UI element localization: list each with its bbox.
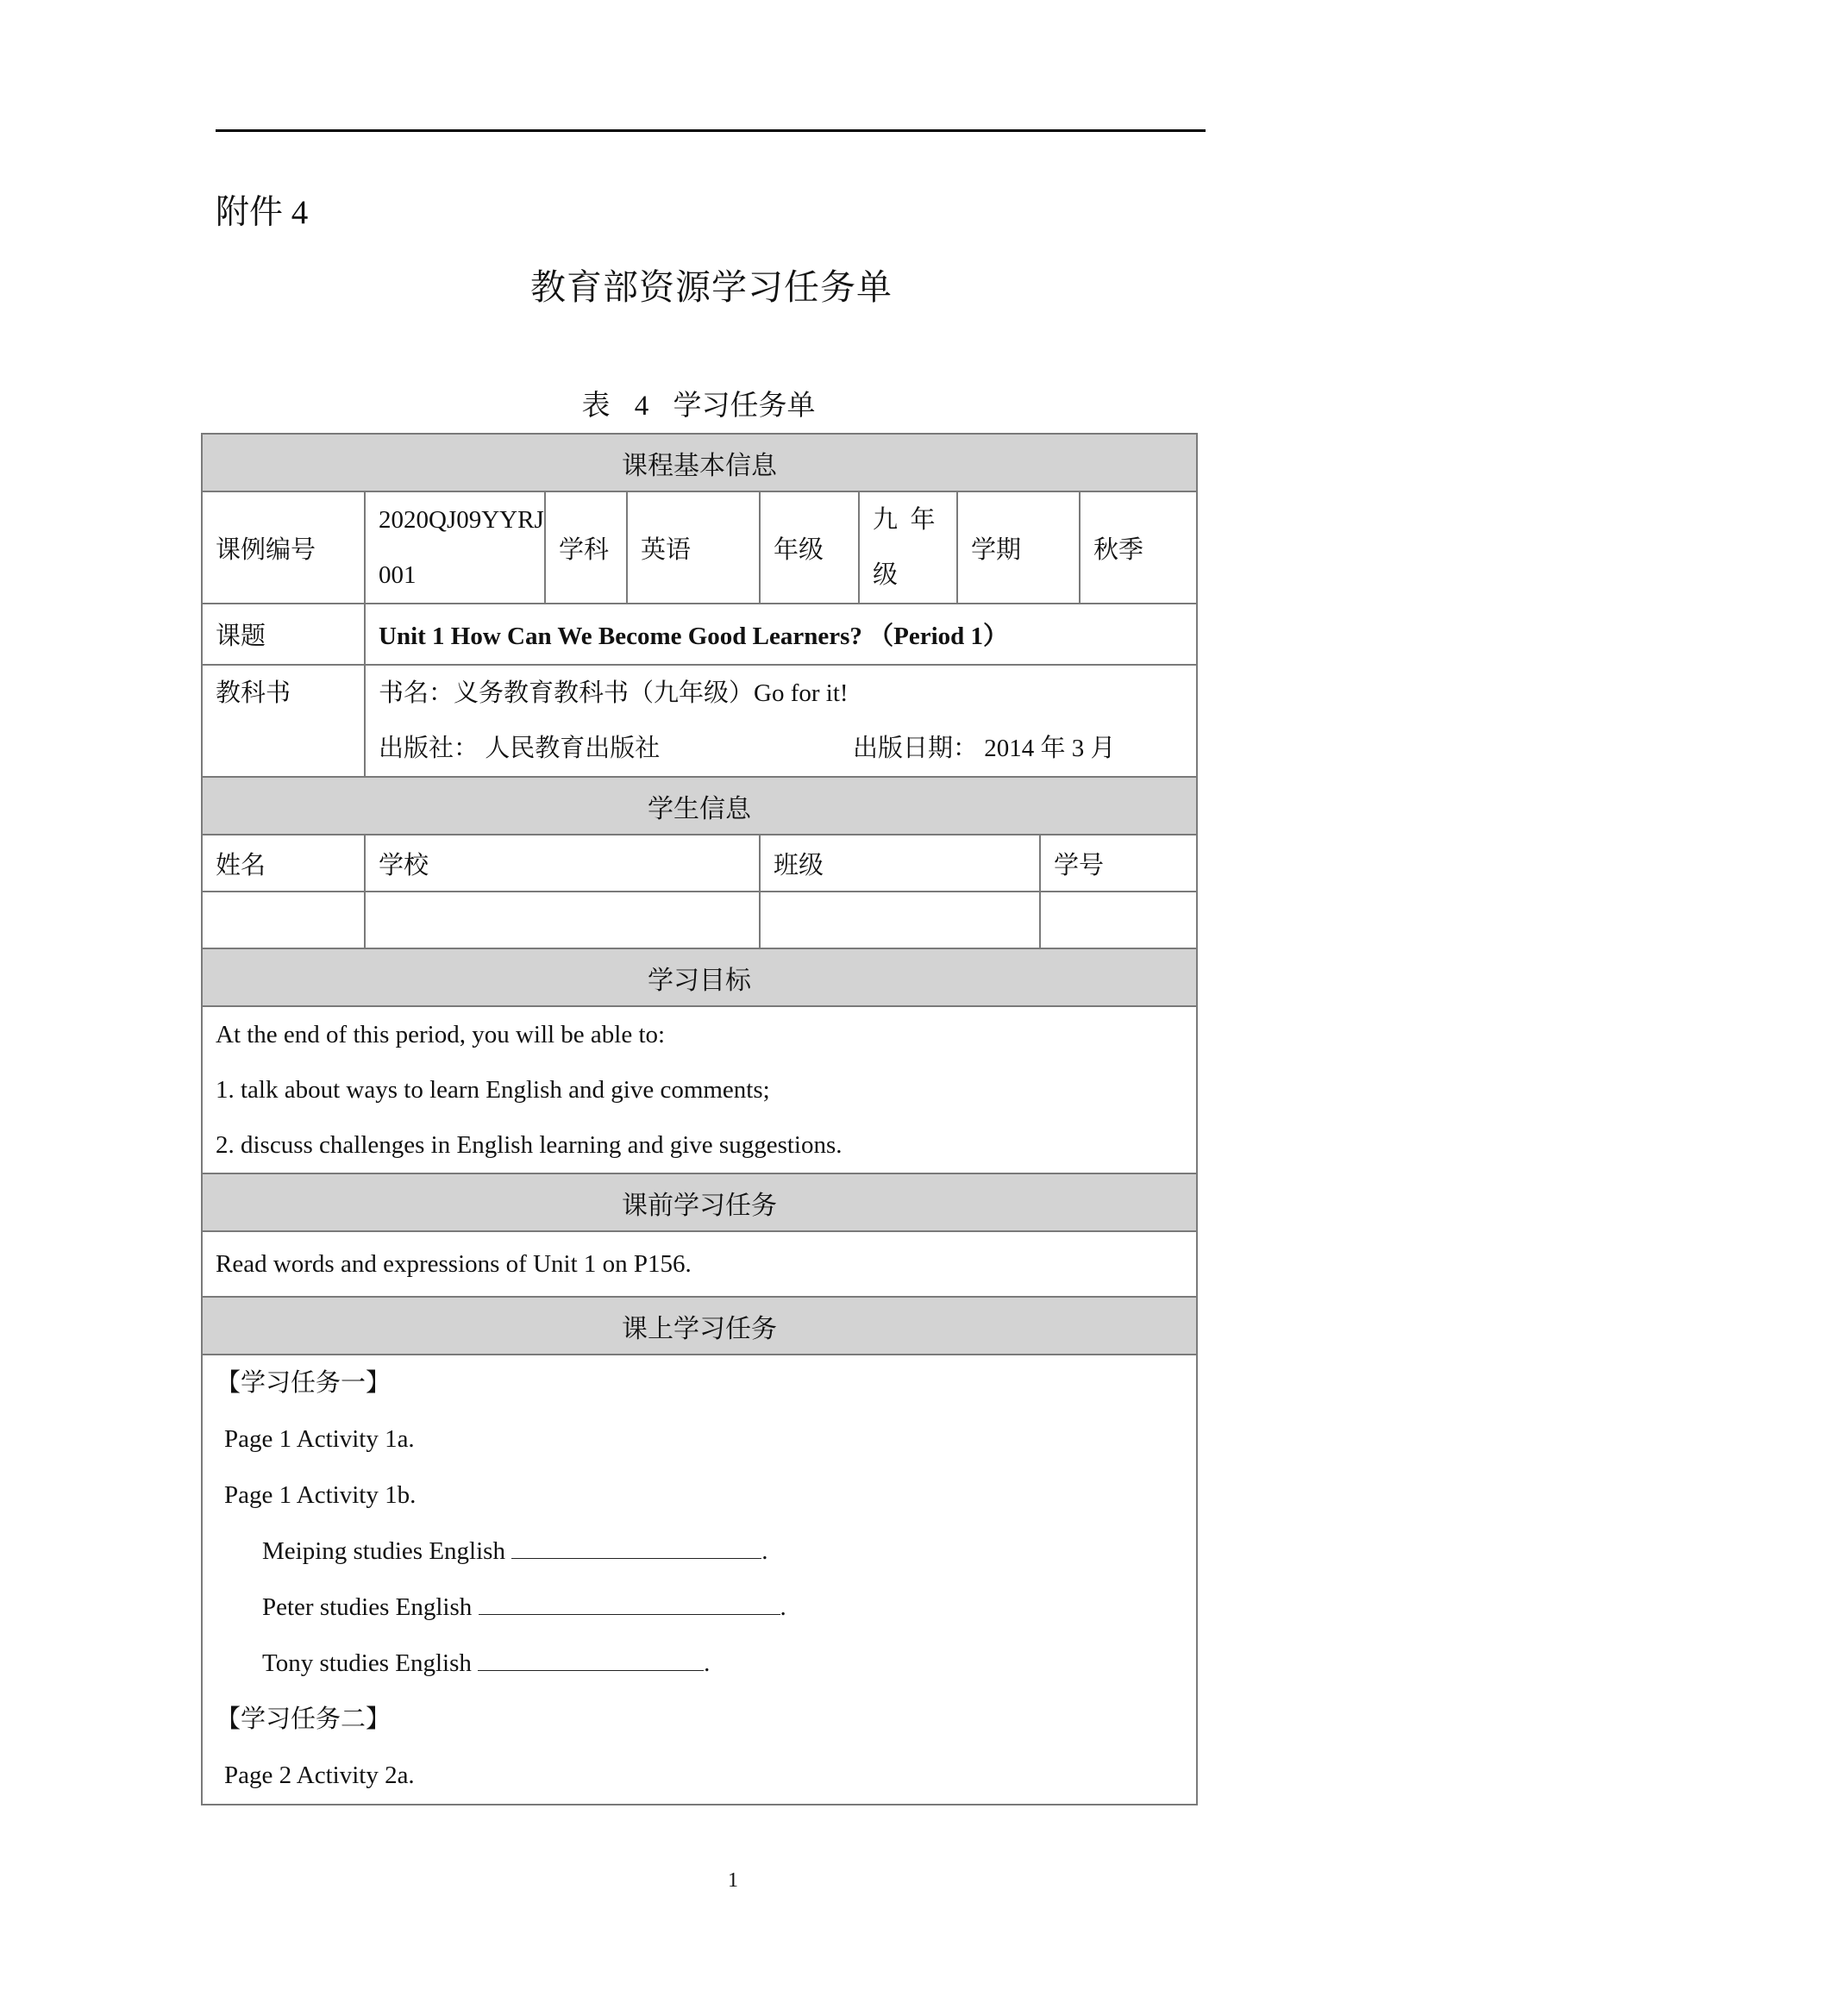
subject-value: 英语 <box>627 491 760 604</box>
case-no-label: 课例编号 <box>202 491 365 604</box>
goals-band: 学习目标 <box>202 948 1197 1006</box>
subject-label: 学科 <box>545 491 627 604</box>
goal-item: 2. discuss challenges in English learning and give suggestions. <box>216 1131 843 1159</box>
case-no-value: 2020QJ09YYRJ 001 <box>365 491 545 604</box>
blank-line-peter: Peter studies English . <box>216 1580 1183 1636</box>
page-number: 1 <box>728 1869 738 1892</box>
blank-line-tony: Tony studies English . <box>216 1636 1183 1692</box>
student-info-band: 学生信息 <box>202 777 1197 835</box>
book-name: 书名：义务教育教科书（九年级）Go for it! <box>379 679 849 707</box>
student-id-label: 学号 <box>1040 835 1197 892</box>
header-rule <box>216 129 1206 132</box>
textbook-label: 教科书 <box>202 665 365 777</box>
school-field[interactable] <box>365 892 760 948</box>
activity-1b: Page 1 Activity 1b. <box>224 1481 417 1509</box>
class-label: 班级 <box>760 835 1040 892</box>
in-class-content <box>202 1355 1197 1805</box>
student-id-field[interactable] <box>1040 892 1197 948</box>
grade-value: 九 年 级 <box>859 491 957 604</box>
textbook-info <box>365 665 1197 777</box>
document-title: 教育部资源学习任务单 <box>530 267 893 307</box>
goal-item: 1. talk about ways to learn English and give comments; <box>216 1076 770 1104</box>
name-field[interactable] <box>202 892 365 948</box>
task-two-title: 【学习任务二】 <box>216 1705 392 1733</box>
table-caption: 表 4 学习任务单 <box>581 391 816 422</box>
answer-blank[interactable] <box>478 1644 704 1671</box>
task-one-title: 【学习任务一】 <box>216 1369 392 1397</box>
class-field[interactable] <box>760 892 1040 948</box>
answer-blank[interactable] <box>479 1588 780 1615</box>
topic-label: 课题 <box>202 604 365 665</box>
goals-content <box>202 1006 1197 1173</box>
publisher: 出版社： 人民教育出版社 <box>379 735 661 762</box>
term-label: 学期 <box>957 491 1080 604</box>
blank-line-meiping: Meiping studies English . <box>216 1524 1183 1580</box>
pre-class-task: Read words and expressions of Unit 1 on P156. <box>202 1231 1197 1297</box>
answer-blank[interactable] <box>511 1532 761 1559</box>
activity-1a: Page 1 Activity 1a. <box>224 1425 415 1453</box>
task-sheet-table <box>201 433 1198 1805</box>
school-label: 学校 <box>365 835 760 892</box>
in-class-band: 课上学习任务 <box>202 1297 1197 1355</box>
activity-2a: Page 2 Activity 2a. <box>224 1762 415 1789</box>
name-label: 姓名 <box>202 835 365 892</box>
term-value: 秋季 <box>1080 491 1197 604</box>
pre-class-band: 课前学习任务 <box>202 1173 1197 1231</box>
goals-intro: At the end of this period, you will be able to: <box>216 1021 666 1048</box>
topic-value: Unit 1 How Can We Become Good Learners? （Period 1） <box>365 604 1197 665</box>
publish-date: 出版日期： 2014 年 3 月 <box>853 735 1116 762</box>
course-info-band: 课程基本信息 <box>202 434 1197 491</box>
grade-label: 年级 <box>760 491 859 604</box>
attachment-label: 附件 4 <box>216 194 309 231</box>
